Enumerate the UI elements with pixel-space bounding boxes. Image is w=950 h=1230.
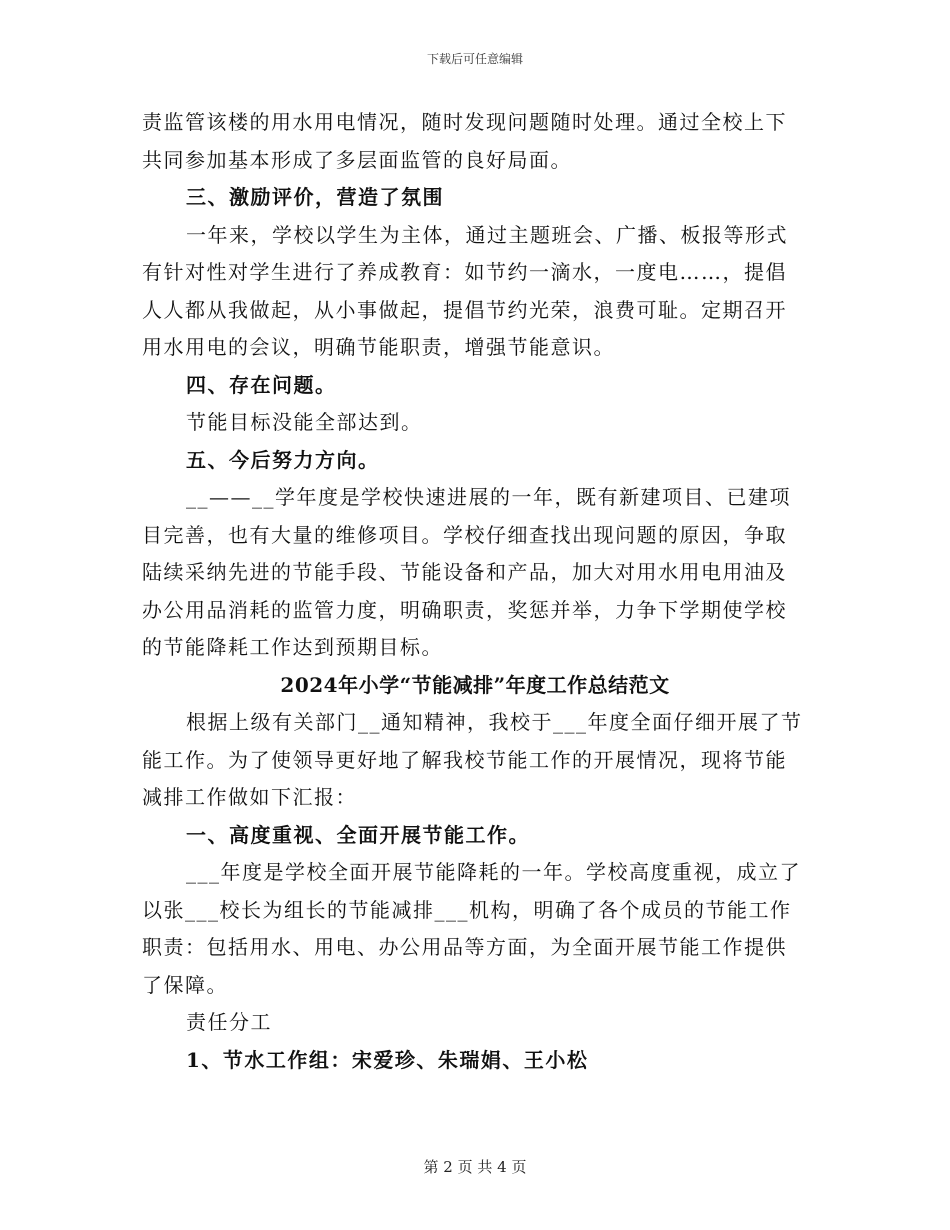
section-heading: 三、激励评价，营造了氛围 [186,185,444,209]
page-footer: 第 2 页 共 4 页 [423,1158,527,1176]
paragraph-line: 责任分工 [186,1010,272,1034]
paragraph-line: 一年来，学校以学生为主体，通过主题班会、广播、板报等形式 [186,222,788,247]
paragraph-line: 办公用品消耗的监管力度，明确职责，奖惩并举，力争下学期使学校 [142,597,787,622]
paragraph-line: 人人都从我做起，从小事做起，提倡节约光荣，浪费可耻。定期召开 [142,297,787,322]
paragraph-line: 以张___校长为组长的节能减排___机构，明确了各个成员的节能工作 [142,897,792,922]
paragraph-line: ___年度是学校全面开展节能降耗的一年。学校高度重视，成立了 [186,860,801,884]
paragraph-line: 责监管该楼的用水用电情况，随时发现问题随时处理。通过全校上下 [142,110,787,134]
paragraph-line: 目完善，也有大量的维修项目。学校仔细查找出现问题的原因，争取 [142,522,787,547]
paragraph-line: 减排工作做如下汇报： [142,785,357,809]
section-heading: 四、存在问题。 [186,372,337,397]
paragraph-line: 节能目标没能全部达到。 [186,410,423,434]
section-heading: 五、今后努力方向。 [186,447,380,472]
paragraph-line: 的节能降耗工作达到预期目标。 [142,635,443,659]
document-body [142,104,808,1079]
paragraph-line: 共同参加基本形成了多层面监管的良好局面。 [142,147,572,172]
paragraph-line: __——__学年度是学校快速进展的一年，既有新建项目、已建项 [186,485,791,509]
paragraph-line: 职责：包括用水、用电、办公用品等方面，为全面开展节能工作提供 [142,935,787,959]
paragraph-line: 能工作。为了使领导更好地了解我校节能工作的开展情况，现将节能 [142,747,787,772]
paragraph-line: 有针对性对学生进行了养成教育：如节约一滴水，一度电……，提倡 [142,260,787,284]
paragraph-line: 用水用电的会议，明确节能职责，增强节能意识。 [142,335,615,359]
document-title: 2024年小学“节能减排”年度工作总结范文 [280,672,670,697]
paragraph-line: 根据上级有关部门__通知精神，我校于___年度全面仔细开展了节 [186,710,803,734]
section-heading: 1、节水工作组：宋爱珍、朱瑞娟、王小松 [186,1047,589,1072]
paragraph-line: 陆续采纳先进的节能手段、节能设备和产品，加大对用水用电用油及 [142,560,787,584]
section-heading: 一、高度重视、全面开展节能工作。 [186,822,530,847]
page-header: 下载后可任意编辑 [426,52,523,66]
paragraph-line: 了保障。 [142,972,228,997]
